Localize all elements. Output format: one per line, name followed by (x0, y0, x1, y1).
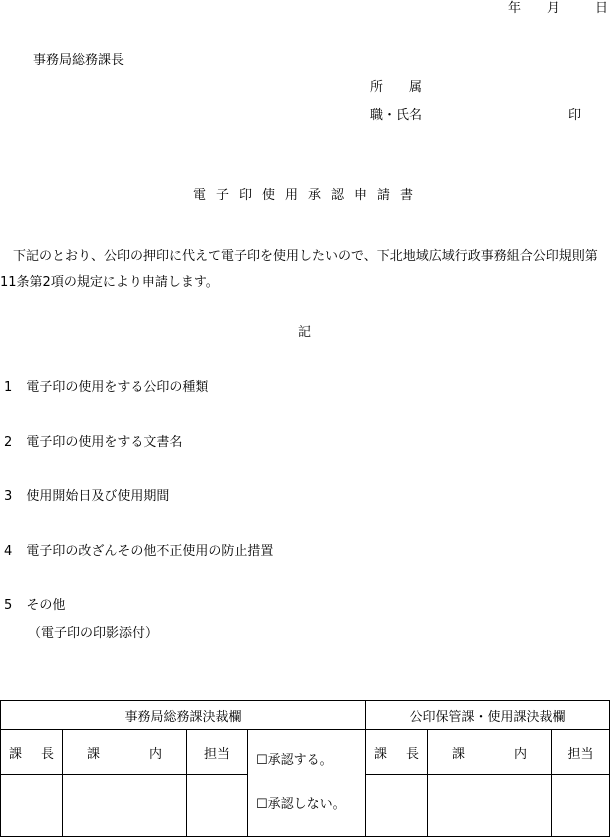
stamp-cell-staff-right[interactable] (428, 775, 552, 837)
date-line (500, 2, 610, 16)
item-5-note: （電子印の印影添付） (28, 626, 159, 641)
item-number: 1 (4, 380, 13, 395)
item-number: 2 (4, 435, 13, 450)
day-label: 日 (595, 1, 609, 16)
col-staff-left: 課 内 (63, 730, 187, 775)
year-label: 年 (508, 1, 522, 16)
item-text: 電子印の使用をする文書名 (26, 435, 183, 450)
item-1 (4, 381, 208, 394)
ki-heading: 記 (298, 325, 312, 340)
col-tanto-right: 担当 (552, 730, 610, 775)
affiliation-label: 所 属 (370, 80, 423, 95)
item-5 (4, 599, 65, 612)
col-chief-right: 課 長 (366, 730, 428, 775)
document-title: 電子印使用承認申請書 (193, 188, 424, 203)
item-4 (4, 545, 273, 558)
item-text: その他 (26, 598, 66, 613)
left-group-header: 事務局総務課決裁欄 (1, 701, 366, 730)
stamp-cell-tanto-left[interactable] (187, 775, 248, 837)
stamp-cell-chief-left[interactable] (1, 775, 63, 837)
item-number: 3 (4, 489, 13, 504)
not-approve-option[interactable]: ☐承認しない。 (256, 797, 346, 812)
addressee: 事務局総務課長 (33, 53, 125, 68)
col-tanto-left: 担当 (187, 730, 248, 775)
item-text: 使用開始日及び使用期間 (26, 489, 170, 504)
item-2 (4, 436, 182, 449)
right-group-header: 公印保管課・使用課決裁欄 (366, 701, 610, 730)
item-number: 4 (4, 544, 13, 559)
stamp-cell-chief-right[interactable] (366, 775, 428, 837)
col-staff-right: 課 内 (428, 730, 552, 775)
name-label: 職・氏名 (370, 108, 423, 123)
item-text: 電子印の使用をする公印の種類 (26, 380, 209, 395)
seal-mark: 印 (568, 108, 582, 123)
approval-choice-cell (248, 730, 366, 837)
approve-option[interactable]: ☐承認する。 (256, 753, 333, 768)
col-chief-left: 課 長 (1, 730, 63, 775)
item-3 (4, 490, 169, 503)
month-label: 月 (547, 1, 561, 16)
body-paragraph: 下記のとおり、公印の押印に代えて電子印を使用したいので、下北地域広域行政事務組合公印規則第11条第2項の規定により申請します。 (0, 249, 598, 290)
approval-table (0, 700, 610, 837)
item-text: 電子印の改ざんその他不正使用の防止措置 (26, 544, 274, 559)
item-number: 5 (4, 598, 13, 613)
stamp-cell-staff-left[interactable] (63, 775, 187, 837)
stamp-cell-tanto-right[interactable] (552, 775, 610, 837)
